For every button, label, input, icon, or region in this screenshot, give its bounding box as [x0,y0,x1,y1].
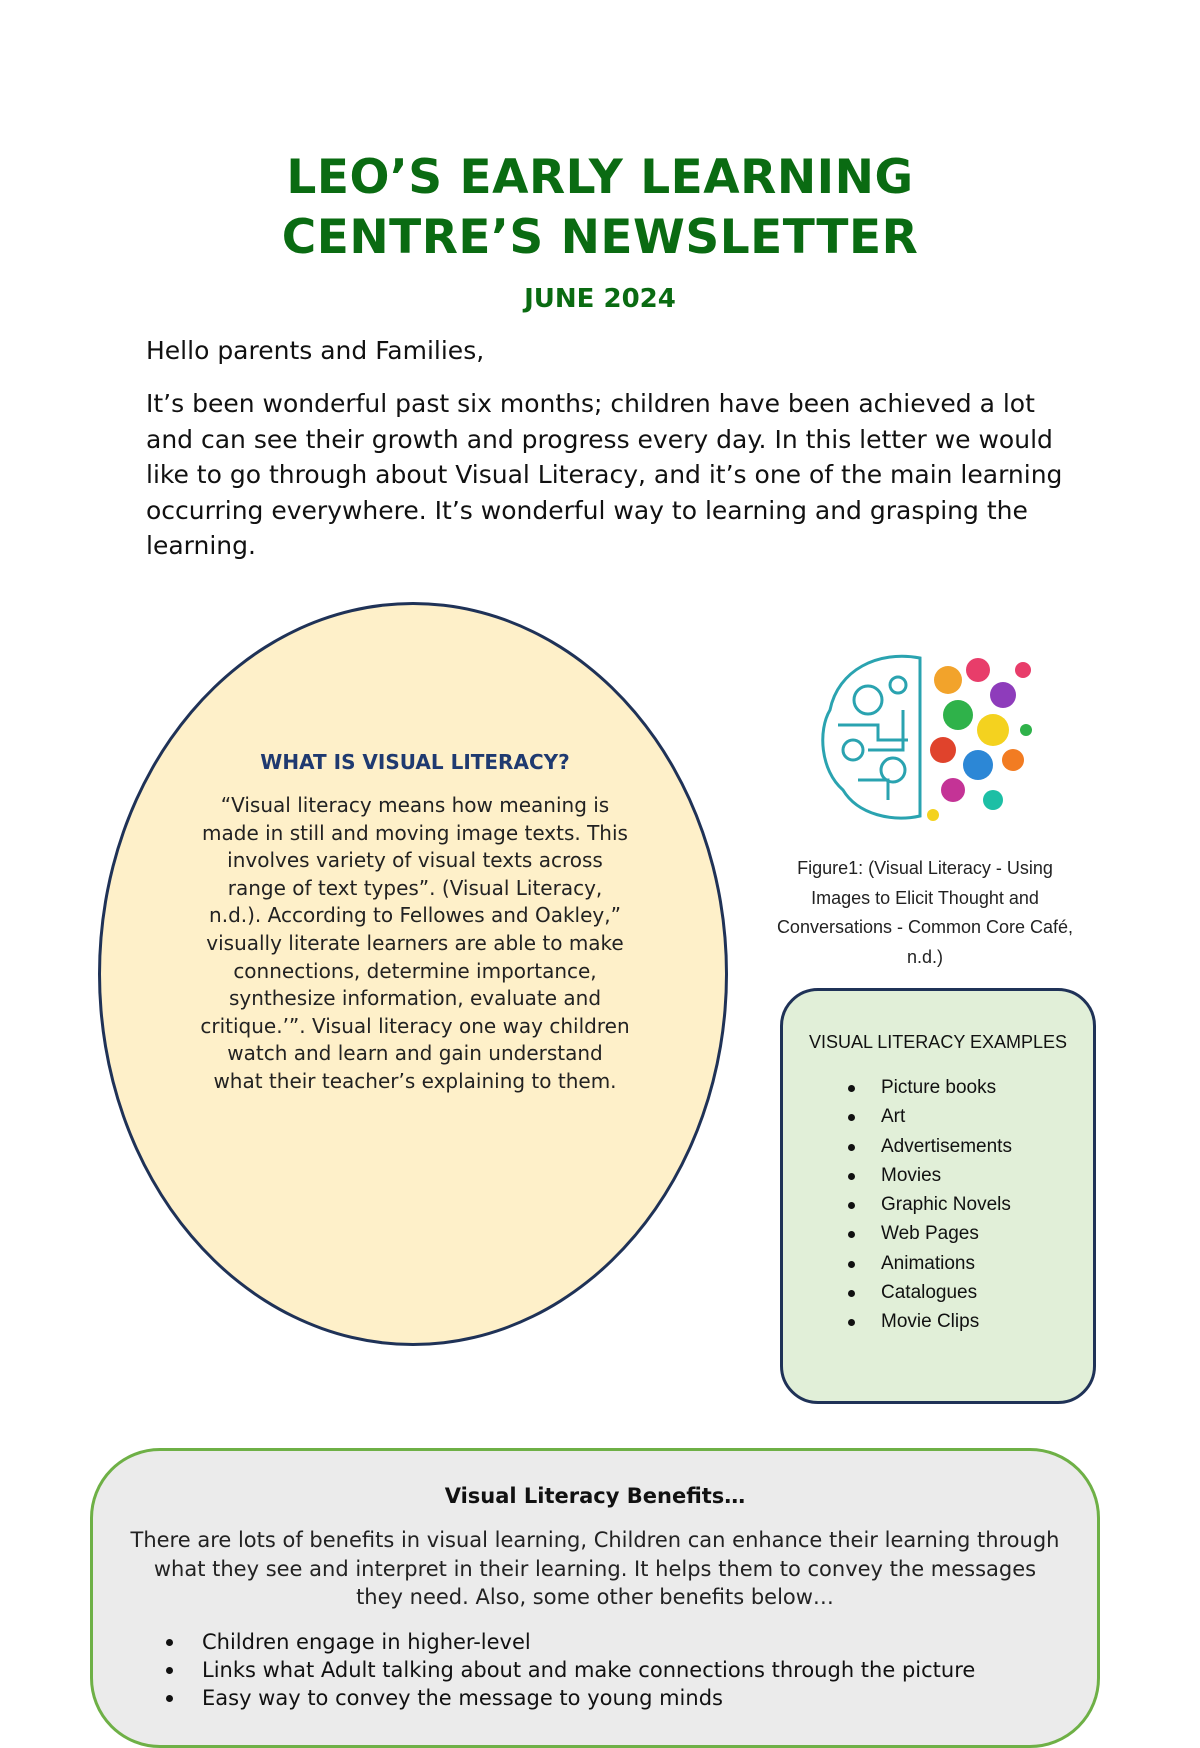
example-item: Advertisements [818,1132,1012,1161]
greeting: Hello parents and Families, [146,336,485,365]
newsletter-title [0,148,1200,268]
example-item: Movies [818,1161,1012,1190]
example-item: Graphic Novels [818,1190,1012,1219]
newsletter-date: JUNE 2024 [524,284,676,314]
visual-literacy-definition: “Visual literacy means how meaning is made in still and moving image texts. This involves variety of visual texts across range of text types”. (Visual Literacy, n.d.). According to Fellowes and Oakley,” visually literate learners are able to make connections, determine importance, synthesize information, evaluate and critique.’”. Visual literacy one way children watch and learn and gain understand what their teacher’s explaining to them. [200,793,630,1093]
figure-caption: Figure1: (Visual Literacy - Using Images to Elicit Thought and Conversations - Common Core Café, n.d.) [776,858,1074,967]
benefits-list [160,1628,975,1712]
benefit-item: Children engage in higher-level [160,1628,975,1656]
example-item: Animations [818,1249,1012,1278]
brain-illustration [808,640,1038,840]
brain-right-color [927,658,1032,821]
benefit-item: Easy way to convey the message to young minds [160,1684,975,1712]
benefit-item: Links what Adult talking about and make connections through the picture [160,1656,975,1684]
title-line-1: LEO’S EARLY LEARNING [286,150,914,205]
example-item: Art [818,1102,1012,1131]
brain-left-circuit [823,656,920,818]
intro-paragraph: It’s been wonderful past six months; children have been achieved a lot and can see their growth and progress every day. In this letter we would like to go through about Visual Literacy, and it’s one of the main learning occurring everywhere. It’s wonderful way to learning and grasping the learning. [146,389,1063,560]
visual-literacy-heading: WHAT IS VISUAL LITERACY? [260,750,570,774]
example-item: Picture books [818,1073,1012,1102]
example-item: Web Pages [818,1219,1012,1248]
benefits-paragraph: There are lots of benefits in visual learning, Children can enhance their learning through what they see and interpret in their learning. It helps them to convey the messages they need. Also, some other benefits below… [130,1528,1060,1609]
title-line-2: CENTRE’S NEWSLETTER [281,210,919,265]
examples-list [818,1073,1012,1337]
example-item: Movie Clips [818,1307,1012,1336]
benefits-heading: Visual Literacy Benefits… [444,1484,746,1508]
example-item: Catalogues [818,1278,1012,1307]
examples-heading: VISUAL LITERACY EXAMPLES [808,1032,1068,1052]
